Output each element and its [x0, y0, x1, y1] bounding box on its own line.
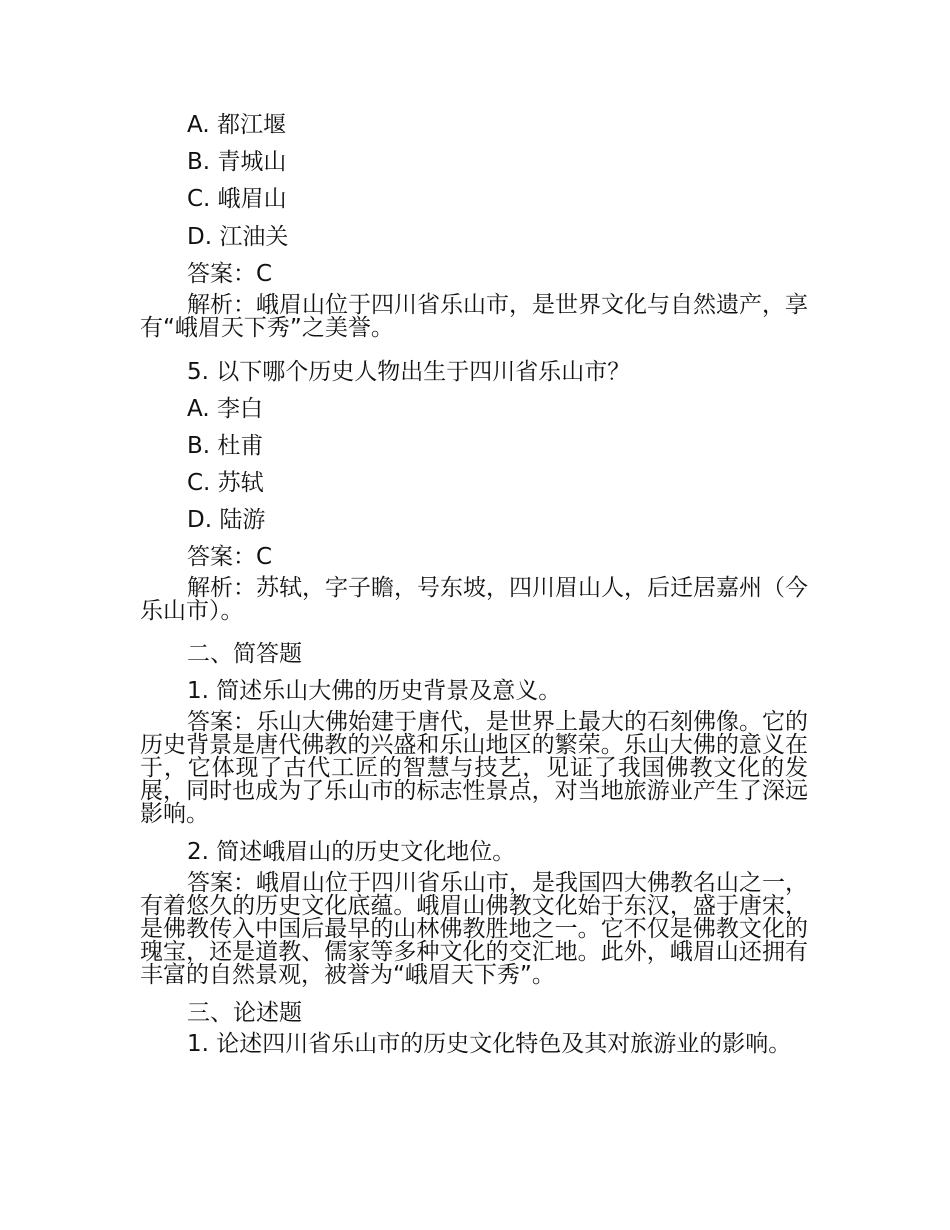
q4-option-d: D. 江油关	[187, 224, 289, 250]
section2-heading: 二、简答题	[187, 641, 302, 667]
section2-q2-answer: 答案：峨眉山位于四川省乐山市，是我国四大佛教名山之一，有着悠久的历史文化底蕴。峨眉山佛教文化始于东汉，盛于唐宋，是佛教传入中国后最早的山林佛教胜地之一。它不仅是佛教文化的瑰宝，还是道教、儒家等多种文化的交汇地。此外，峨眉山还拥有丰富的自然景观，被誉为“峨眉天下秀”。	[140, 870, 808, 988]
section3-q1-question: 1. 论述四川省乐山市的历史文化特色及其对旅游业的影响。	[187, 1031, 792, 1057]
q4-answer: 答案：C	[187, 261, 273, 287]
q5-option-d: D. 陆游	[187, 507, 266, 533]
q4-option-b: B. 青城山	[187, 149, 287, 175]
q5-option-c: C. 苏轼	[187, 470, 264, 496]
section2-q1-question: 1. 简述乐山大佛的历史背景及意义。	[187, 678, 562, 704]
q4-option-c: C. 峨眉山	[187, 186, 287, 212]
q5-question: 5. 以下哪个历史人物出生于四川省乐山市？	[187, 359, 631, 385]
section2-q2-question: 2. 简述峨眉山的历史文化地位。	[187, 839, 516, 865]
q5-analysis: 解析：苏轼，字子瞻，号东坡，四川眉山人，后迁居嘉州（今乐山市）。	[140, 575, 808, 624]
q4-analysis: 解析：峨眉山位于四川省乐山市，是世界文化与自然遗产，享有“峨眉天下秀”之美誉。	[140, 292, 808, 341]
q4-option-a: A. 都江堰	[187, 112, 286, 138]
q5-option-b: B. 杜甫	[187, 433, 264, 459]
section2-q1-answer: 答案：乐山大佛始建于唐代，是世界上最大的石刻佛像。它的历史背景是唐代佛教的兴盛和乐山地区的繁荣。乐山大佛的意义在于，它体现了古代工匠的智慧与技艺，见证了我国佛教文化的发展，同时也成为了乐山市的标志性景点，对当地旅游业产生了深远影响。	[140, 709, 808, 827]
section3-heading: 三、论述题	[187, 1000, 302, 1026]
q5-option-a: A. 李白	[187, 396, 263, 422]
q5-answer: 答案：C	[187, 544, 273, 570]
